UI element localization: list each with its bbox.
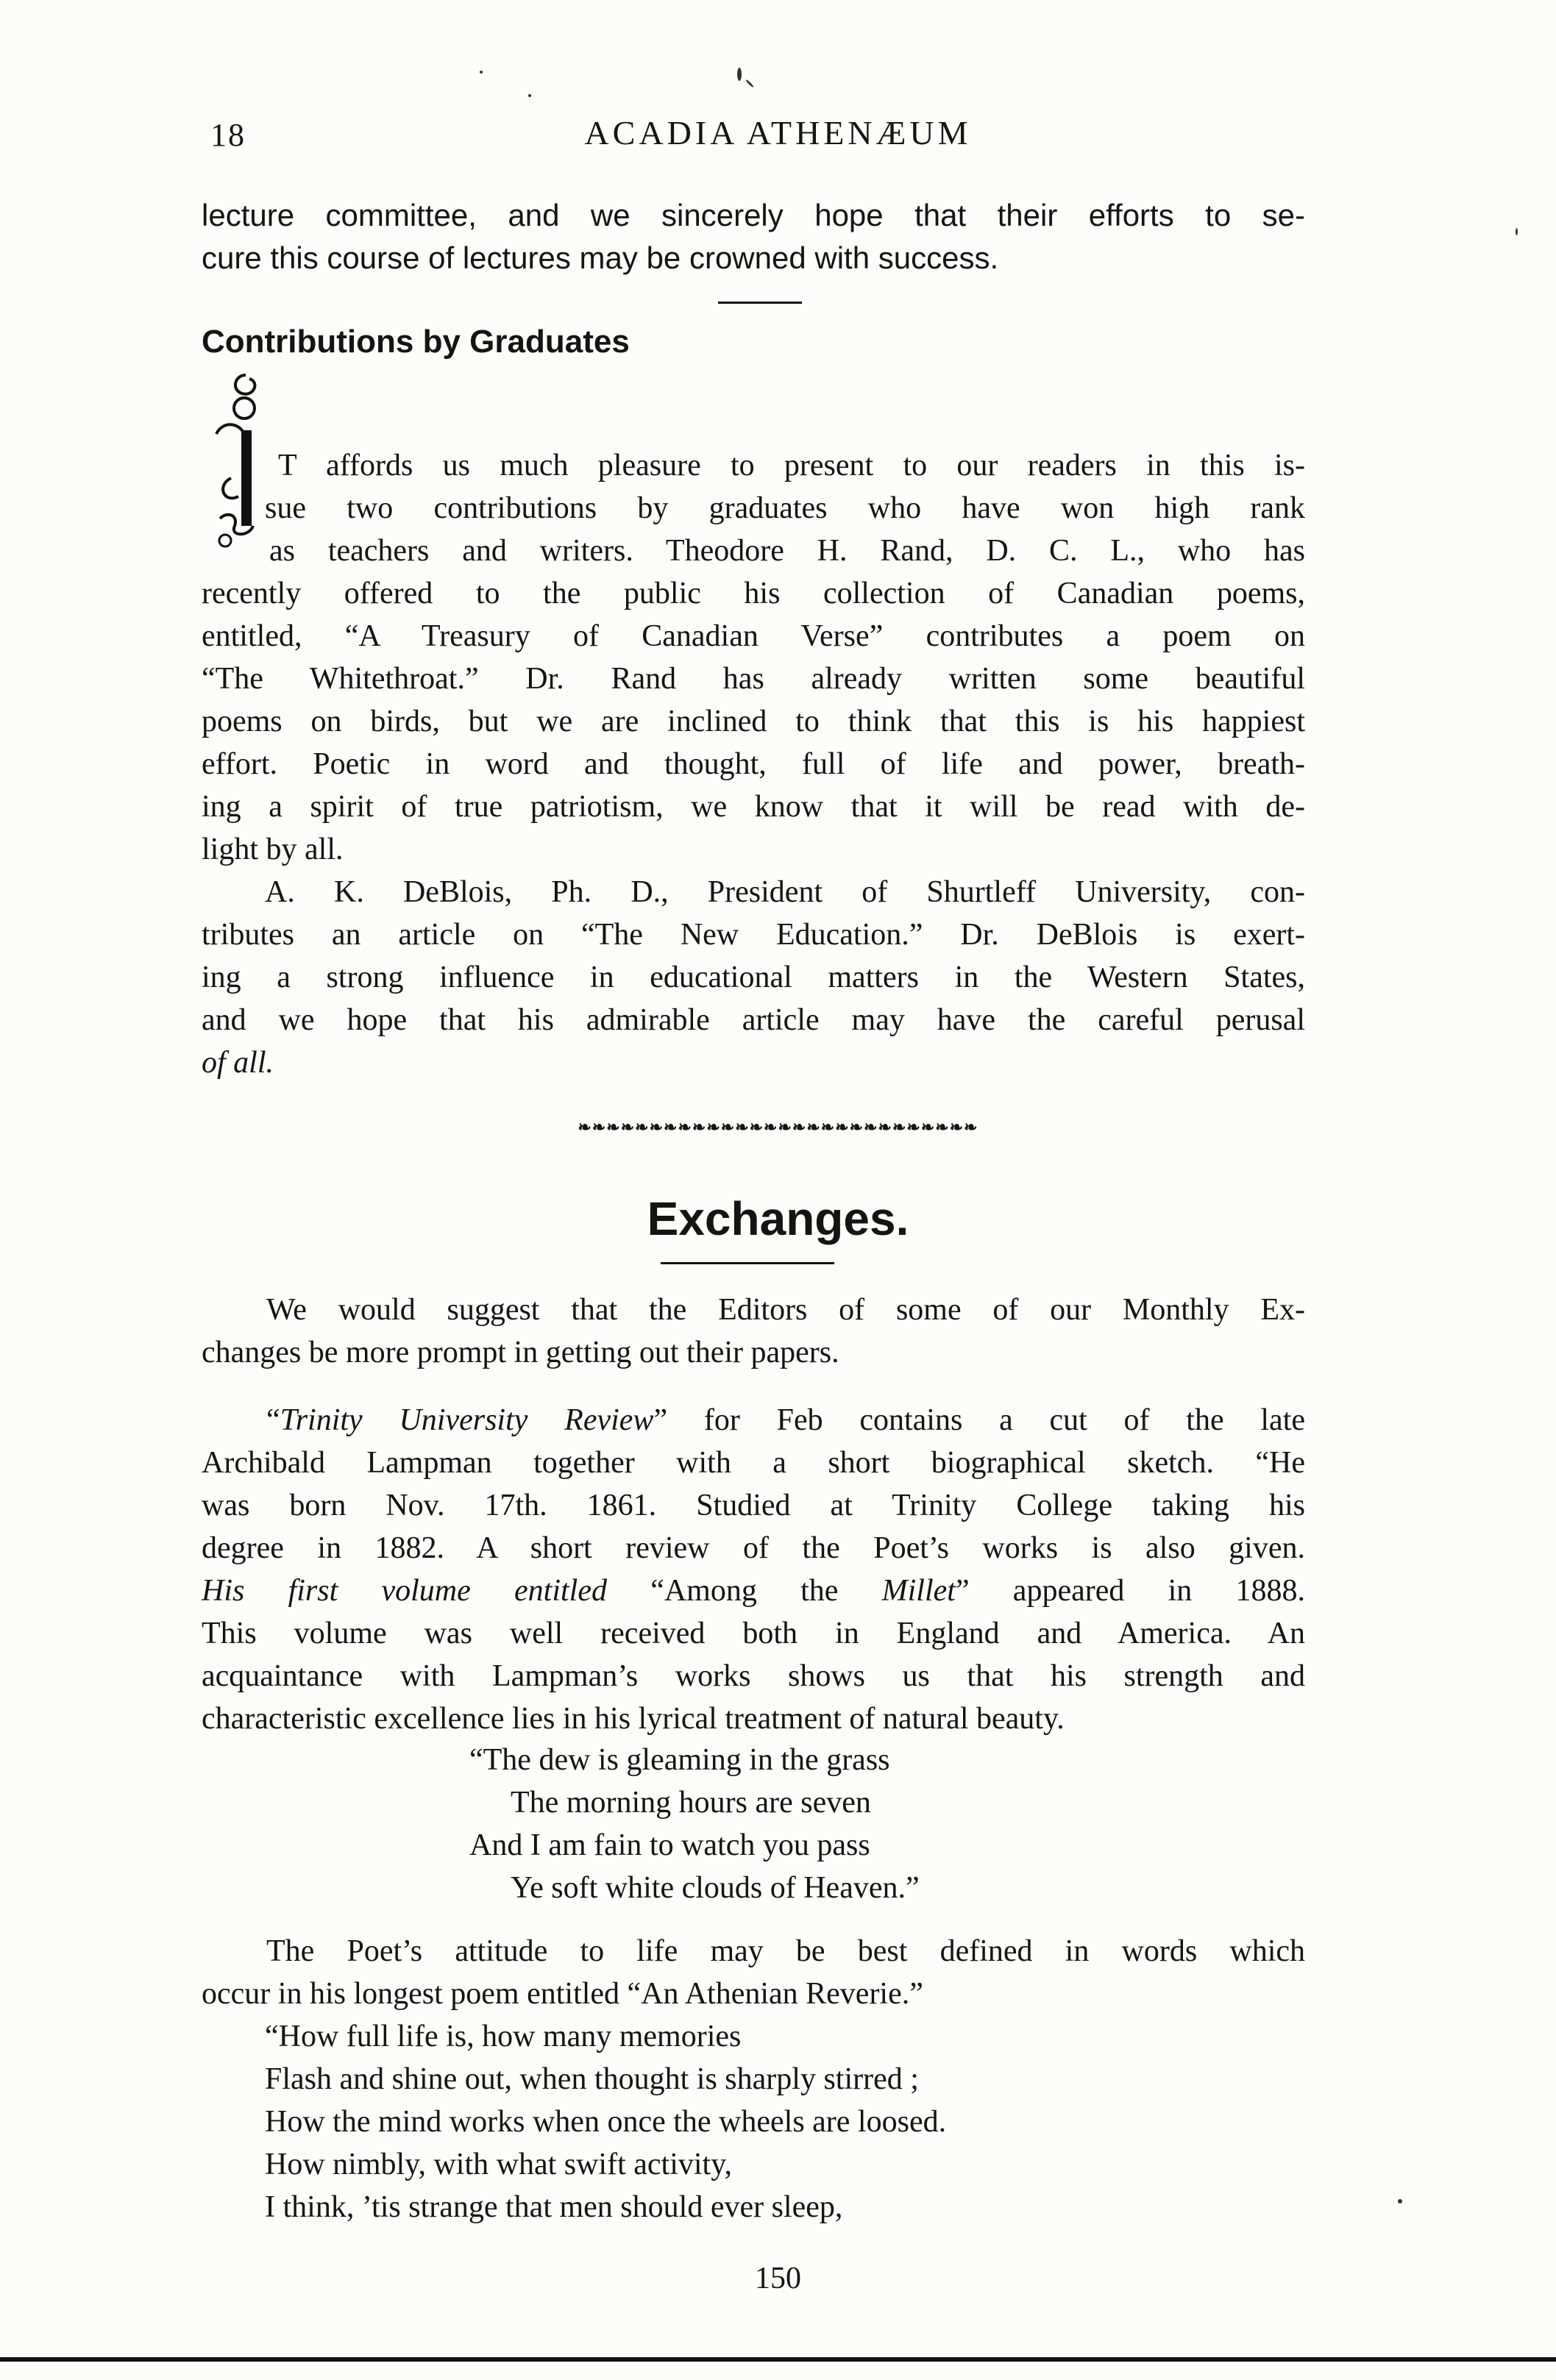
print-speck [1398, 2199, 1402, 2203]
text-fragment: His first volume entitled [202, 1574, 651, 1608]
poem-line: And I am fain to watch you pass [469, 1828, 870, 1862]
page-number: 18 [210, 117, 246, 153]
text-line: The Poet’s attitude to life may be best defined in words which [266, 1934, 1305, 1968]
poem-excerpt [265, 2015, 946, 2228]
text-line: occur in his longest poem entitled “An Athenian Reverie.” [202, 1977, 923, 2011]
text-line: lecture committee, and we sincerely hope that their efforts to se- [202, 198, 1305, 232]
text-line: of all. [202, 1046, 274, 1080]
text-line: sue two contributions by graduates who have won high rank [265, 491, 1305, 525]
text-line: light by all. [202, 833, 344, 866]
print-speck [1516, 228, 1518, 235]
running-head: ACADIA ATHENÆUM [584, 114, 972, 152]
text-fragment: ” appeared in 1888. [955, 1574, 1305, 1608]
poem-line: How the mind works when once the wheels are loosed. [265, 2105, 947, 2139]
poem-line: How nimbly, with what swift activity, [265, 2148, 732, 2181]
text-line: Archibald Lampman together with a short biographical sketch. “He [202, 1446, 1305, 1480]
exchanges-paragraph [202, 1930, 1305, 2015]
print-speck [737, 68, 742, 81]
poem-line: “The dew is gleaming in the grass [469, 1743, 890, 1777]
text-line: as teachers and writers. Theodore H. Rand, D. C. L., who has [269, 534, 1305, 568]
exchanges-paragraph [202, 1289, 1305, 1374]
text-line: tributes an article on “The New Education.” Dr. DeBlois is exert- [202, 918, 1305, 952]
text-line: A. K. DeBlois, Ph. D., President of Shurtleff University, con- [265, 875, 1305, 909]
contributions-paragraph [202, 444, 1305, 871]
text-line: and we hope that his admirable article may have the careful perusal [202, 1003, 1305, 1037]
intro-paragraph [202, 194, 1305, 279]
print-speck [480, 71, 483, 74]
text-fragment: Millet [881, 1574, 956, 1608]
poem-excerpt [469, 1739, 920, 1909]
text-fragment: for Feb contains a cut of the late [667, 1403, 1306, 1437]
poem-line: I think, ’tis strange that men should ever sleep, [265, 2190, 843, 2224]
poem-line: Ye soft white clouds of Heaven.” [511, 1871, 920, 1905]
text-line: cure this course of lectures may be crowned with success. [202, 241, 999, 275]
poem-line: “How full life is, how many memories [265, 2020, 742, 2053]
poem-line: The morning hours are seven [511, 1786, 871, 1820]
text-line: “Trinity University Review” for Feb contains a cut of the late [266, 1403, 1306, 1437]
page-bottom-border [0, 2357, 1556, 2362]
poem-line: Flash and shine out, when thought is sharply stirred ; [265, 2062, 919, 2096]
text-line: recently offered to the public his collection of Canadian poems, [202, 577, 1305, 610]
text-line: ing a spirit of true patriotism, we know that it will be read with de- [202, 790, 1305, 824]
text-line [202, 1570, 1305, 1612]
text-fragment: “Among the [650, 1574, 882, 1608]
text-line: We would suggest that the Editors of some of our Monthly Ex- [266, 1293, 1305, 1327]
text-line: characteristic excellence lies in his lyrical treatment of natural beauty. [202, 1702, 1065, 1736]
ornamental-divider: ❧❧❧❧❧❧❧❧❧❧❧❧❧❧❧❧❧❧❧❧❧❧❧❧❧❧❧❧ [578, 1118, 978, 1136]
section-divider [661, 1262, 834, 1264]
contributions-paragraph [202, 871, 1305, 1084]
print-speck [745, 79, 754, 88]
print-speck [528, 94, 531, 97]
text-line: ing a strong influence in educational matters in the Western States, [202, 961, 1305, 994]
text-line: entitled, “A Treasury of Canadian Verse” contributes a poem on [202, 619, 1305, 653]
text-line: “The Whitethroat.” Dr. Rand has already written some beautiful [202, 662, 1305, 696]
text-line: This volume was well received both in England and America. An [202, 1617, 1305, 1650]
text-line: poems on birds, but we are inclined to think that this is his happiest [202, 705, 1305, 738]
text-line: was born Nov. 17th. 1861. Studied at Trinity College taking his [202, 1489, 1305, 1522]
folio-number: 150 [755, 2262, 801, 2295]
section-heading: Contributions by Graduates [202, 324, 630, 360]
exchanges-paragraph [202, 1399, 1305, 1740]
section-divider [718, 302, 802, 304]
text-line: effort. Poetic in word and thought, full of life and power, breath- [202, 747, 1305, 781]
text-line: T affords us much pleasure to present to our readers in this is- [278, 449, 1305, 482]
text-line: degree in 1882. A short review of the Poet’s works is also given. [202, 1531, 1305, 1565]
text-line: acquaintance with Lampman’s works shows us that his strength and [202, 1659, 1305, 1693]
exchanges-heading: Exchanges. [647, 1192, 909, 1245]
publication-title: Trinity University Review [280, 1403, 654, 1437]
text-line: changes be more prompt in getting out their papers. [202, 1336, 839, 1369]
